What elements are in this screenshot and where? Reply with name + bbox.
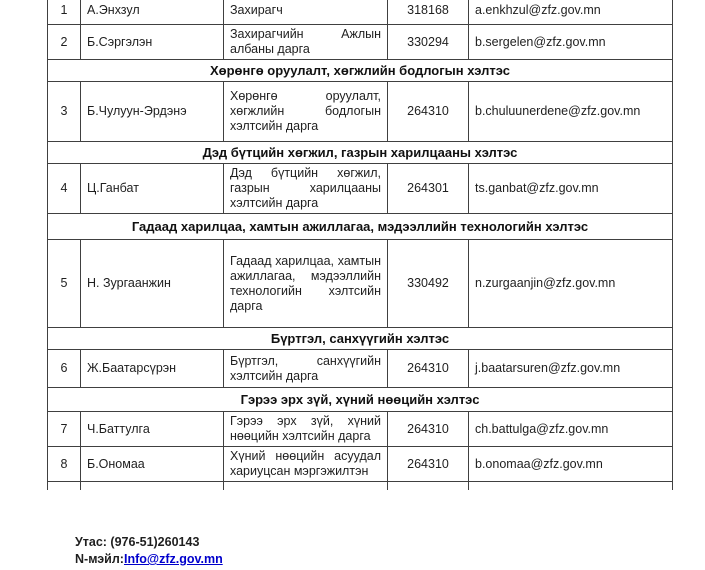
phone-cell: 264310 (388, 447, 469, 482)
footer-email-line (75, 551, 223, 568)
phone-cell: 318168 (388, 0, 469, 25)
email-cell: b.chuluunerdene@zfz.gov.mn (469, 82, 673, 142)
email-cell: n.zurgaanjin@zfz.gov.mn (469, 240, 673, 328)
email-cell: j.baatarsuren@zfz.gov.mn (469, 350, 673, 388)
row-number-cell: 3 (48, 82, 81, 142)
position-cell: Гадаад харилцаа, хамтын ажиллагаа, мэдээллийн технологийн хэлтсийн дарга (224, 240, 388, 328)
footer-email-link[interactable]: Info@zfz.gov.mn (123, 552, 223, 566)
phone-cell: 264310 (388, 82, 469, 142)
name-cell: Б.Ономаа (81, 447, 224, 482)
cutoff-next-row (48, 482, 673, 490)
position-cell: Захирагч (224, 0, 388, 25)
email-cell: ts.ganbat@zfz.gov.mn (469, 164, 673, 214)
section-header-label: Дэд бүтцийн хөгжил, газрын харилцааны хэлтэс (48, 142, 673, 164)
phone-cell: 264310 (388, 350, 469, 388)
name-cell: Н. Зургаанжин (81, 240, 224, 328)
section-header-label: Гэрээ эрх зүй, хүний нөөцийн хэлтэс (48, 388, 673, 412)
position-cell: Бүртгэл, санхүүгийн хэлтсийн дарга (224, 350, 388, 388)
position-cell: Дэд бүтцийн хөгжил, газрын харилцааны хэлтсийн дарга (224, 164, 388, 214)
phone-cell: 264310 (388, 412, 469, 447)
row-number-cell: 8 (48, 447, 81, 482)
row-number-cell: 2 (48, 25, 81, 60)
footer-email-label: N-мэйл: (75, 552, 124, 566)
row-number-cell: 5 (48, 240, 81, 328)
section-header-label: Бүртгэл, санхүүгийн хэлтэс (48, 328, 673, 350)
contacts-table (47, 0, 673, 490)
table-row (48, 164, 673, 214)
email-cell: a.enkhzul@zfz.gov.mn (469, 0, 673, 25)
section-header-label: Гадаад харилцаа, хамтын ажиллагаа, мэдээллийн технологийн хэлтэс (48, 214, 673, 240)
contact-footer (75, 534, 223, 568)
position-cell: Захирагчийн Ажлын албаны дарга (224, 25, 388, 60)
phone-cell: 264301 (388, 164, 469, 214)
email-cell: b.onomaa@zfz.gov.mn (469, 447, 673, 482)
phone-cell: 330294 (388, 25, 469, 60)
email-cell: ch.battulga@zfz.gov.mn (469, 412, 673, 447)
name-cell: Ц.Ганбат (81, 164, 224, 214)
row-number-cell: 6 (48, 350, 81, 388)
section-header-row (48, 388, 673, 412)
table-row (48, 240, 673, 328)
table-row (48, 0, 673, 25)
name-cell: Ч.Баттулга (81, 412, 224, 447)
table-row (48, 82, 673, 142)
name-cell: Ж.Баатарсүрэн (81, 350, 224, 388)
position-cell: Хүний нөөцийн асуудал хариуцсан мэргэжилтэн (224, 447, 388, 482)
phone-cell: 330492 (388, 240, 469, 328)
table-row (48, 447, 673, 482)
section-header-row (48, 214, 673, 240)
row-number-cell: 7 (48, 412, 81, 447)
row-number-cell: 1 (48, 0, 81, 25)
table-row (48, 25, 673, 60)
email-cell: b.sergelen@zfz.gov.mn (469, 25, 673, 60)
section-header-row (48, 142, 673, 164)
row-number-cell: 4 (48, 164, 81, 214)
table-row (48, 412, 673, 447)
section-header-row (48, 328, 673, 350)
contacts-table-wrap (47, 0, 673, 490)
footer-phone: Утас: (976-51)260143 (75, 535, 200, 549)
position-cell: Гэрээ эрх зүй, хүний нөөцийн хэлтсийн дарга (224, 412, 388, 447)
section-header-label: Хөрөнгө оруулалт, хөгжлийн бодлогын хэлтэс (48, 60, 673, 82)
name-cell: Б.Сэргэлэн (81, 25, 224, 60)
position-cell: Хөрөнгө оруулалт, хөгжлийн бодлогын хэлтсийн дарга (224, 82, 388, 142)
name-cell: Б.Чулуун-Эрдэнэ (81, 82, 224, 142)
section-header-row (48, 60, 673, 82)
name-cell: А.Энхзул (81, 0, 224, 25)
table-row (48, 350, 673, 388)
